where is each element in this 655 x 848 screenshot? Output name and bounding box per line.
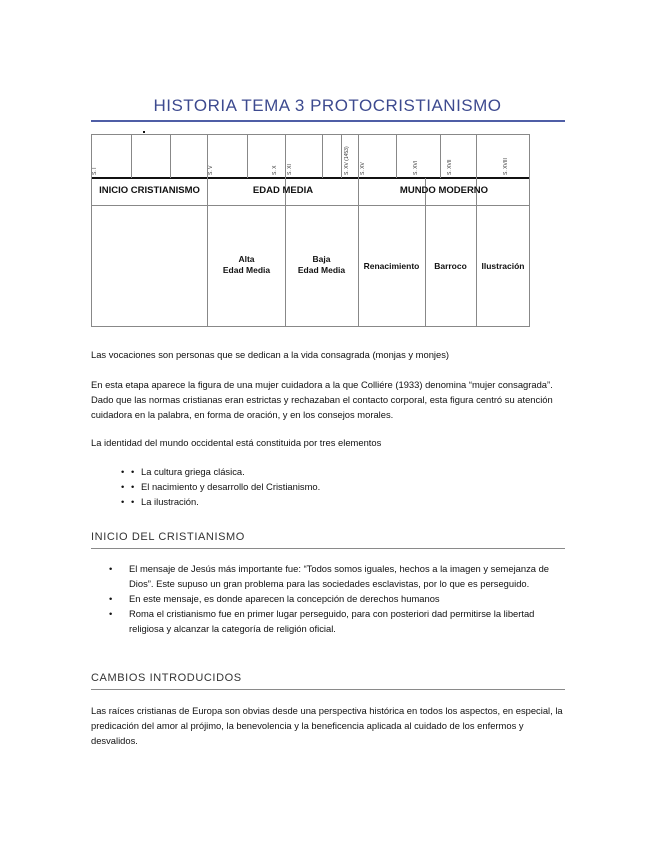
century-label: S. V bbox=[208, 165, 214, 175]
list-item: • Roma el cristianismo fue en primer lugar perseguido, para con posteriori dad permitirse la libertad religiosa y alcanzar la categoría de religión oficial. bbox=[109, 608, 535, 634]
list-item: • • La cultura griega clásica. bbox=[121, 466, 245, 477]
era-inicio-cristianismo: INICIO CRISTIANISMO bbox=[99, 185, 200, 196]
paragraph-identidad: La identidad del mundo occidental está constituida por tres elementos bbox=[91, 437, 382, 448]
century-label: S. XV (1453) bbox=[344, 146, 350, 175]
century-label: S. XVII bbox=[447, 159, 453, 175]
table-rule-middle bbox=[91, 205, 530, 206]
period-renacimiento: Renacimiento bbox=[363, 261, 420, 271]
list-item: • • La ilustración. bbox=[121, 496, 199, 507]
era-edad-media: EDAD MEDIA bbox=[252, 185, 314, 196]
period-baja-edad-media: Baja Edad Media bbox=[297, 254, 346, 275]
century-label: S. XVIII bbox=[503, 158, 509, 175]
period-barroco: Barroco bbox=[434, 261, 467, 271]
document-title: HISTORIA TEMA 3 PROTOCRISTIANISMO bbox=[153, 96, 502, 115]
century-label: S. XVI bbox=[413, 160, 419, 175]
title-underline bbox=[91, 120, 565, 122]
list-item: • El mensaje de Jesús más importante fue: “Todos somos iguales, hechos a la imagen y semejanza de Dios”. Este supuso un gran problema para las sociedades esclavistas, por lo que es perseguido. bbox=[109, 563, 550, 589]
table-rule-bottom bbox=[91, 326, 530, 327]
century-label: S. X bbox=[272, 165, 278, 175]
section-heading-cambios: CAMBIOS INTRODUCIDOS bbox=[91, 672, 242, 684]
paragraph-vocaciones: Las vocaciones son personas que se dedican a la vida consagrada (monjas y monjes) bbox=[91, 349, 450, 360]
section1-list bbox=[109, 561, 566, 636]
period-alta-edad-media: Alta Edad Media bbox=[222, 254, 271, 275]
table-col-line bbox=[425, 178, 426, 327]
timeline-table bbox=[91, 134, 530, 327]
paragraph-etapa: En esta etapa aparece la figura de una mujer cuidadora a la que Colliére (1933) denomina “mujer consagrada”. Dado que las normas cristianas eran estrictas y rechazaban el contacto corporal, esta figura centró su atención cuidadora en la palabra, en forma de oración, y en los consejos morales. bbox=[91, 379, 553, 420]
list-item: • • El nacimiento y desarrollo del Cristianismo. bbox=[121, 481, 321, 492]
period-ilustracion: Ilustración bbox=[481, 261, 525, 271]
list-item: • En este mensaje, es donde aparecen la concepción de derechos humanos bbox=[109, 593, 440, 604]
era-mundo-moderno: MUNDO MODERNO bbox=[399, 185, 489, 196]
century-label: S. I bbox=[92, 167, 98, 175]
section-heading-inicio: INICIO DEL CRISTIANISMO bbox=[91, 531, 245, 543]
elements-list bbox=[121, 464, 561, 509]
paragraph-cambios: Las raíces cristianas de Europa son obvias desde una perspectiva histórica en todos los aspectos, en especial, la predicación del amor al prójimo, la benevolencia y la beneficencia aplicada al cuidado de los enfermos y desvalidos. bbox=[91, 705, 563, 746]
section-rule bbox=[91, 689, 565, 690]
century-label: S. XV bbox=[360, 162, 366, 175]
section-rule bbox=[91, 548, 565, 549]
marker-dot bbox=[143, 131, 145, 133]
table-rule-thick bbox=[91, 177, 530, 179]
century-label: S. XI bbox=[287, 164, 293, 175]
